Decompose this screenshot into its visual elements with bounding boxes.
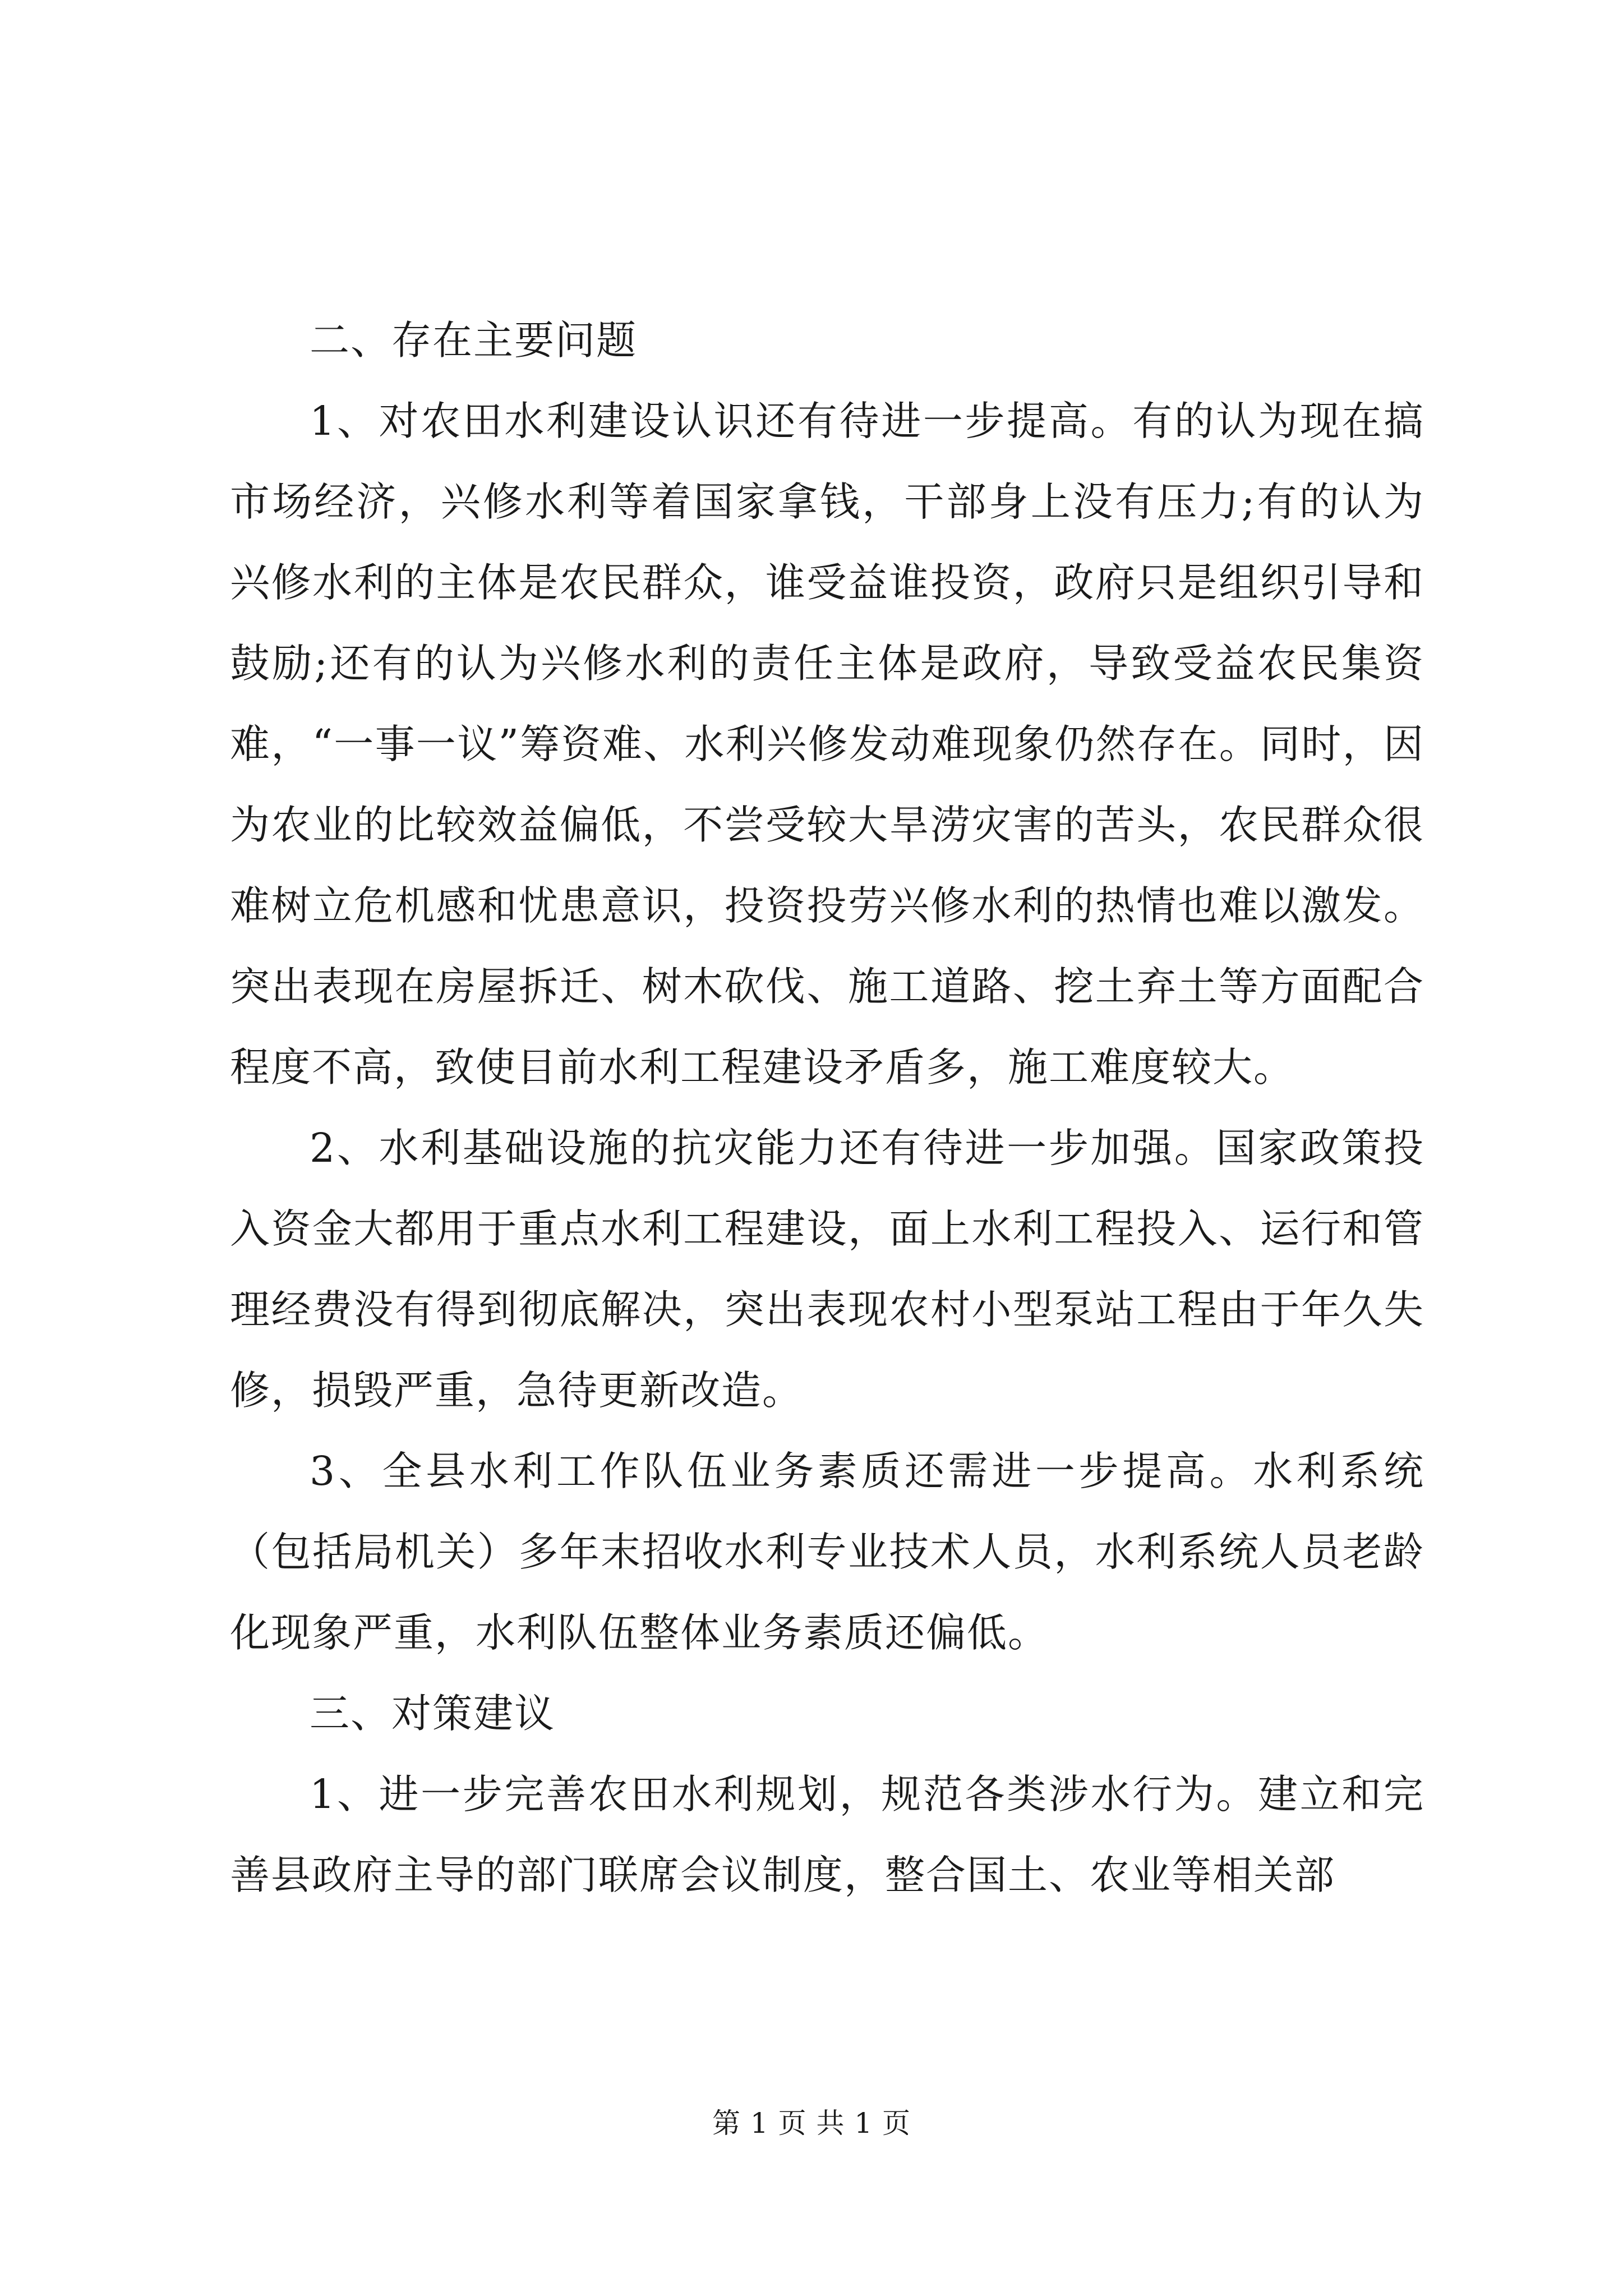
paragraph-problem-2: 2、水利基础设施的抗灾能力还有待进一步加强。国家政策投入资金大都用于重点水利工程建设，面上水利工程投入、运行和管理经费没有得到彻底解决，突出表现农村小型泵站工程由于年久失修，损毁严重，急待更新改造。 <box>230 1125 1424 1414</box>
paragraph-suggestion-1: 1、进一步完善农田水利规划，规范各类涉水行为。建立和完善县政府主导的部门联席会议制度，整合国土、农业等相关部 <box>230 1771 1424 1898</box>
section-heading-problems: 二、存在主要问题 <box>310 317 638 364</box>
page-footer: 第 1 页 共 1 页 <box>712 2107 911 2139</box>
document-body <box>230 300 1424 1916</box>
section-heading-suggestions: 三、对策建议 <box>310 1690 556 1737</box>
paragraph-problem-1: 1、对农田水利建设认识还有待进一步提高。有的认为现在搞市场经济，兴修水利等着国家拿钱，干部身上没有压力;有的认为兴修水利的主体是农民群众，谁受益谁投资，政府只是组织引导和鼓励;还有的认为兴修水利的责任主体是政府，导致受益农民集资难，“一事一议”筹资难、水利兴修发动难现象仍然存在。同时，因为农业的比较效益偏低，不尝受较大旱涝灾害的苦头，农民群众很难树立危机感和忧患意识，投资投劳兴修水利的热情也难以激发。突出表现在房屋拆迁、树木砍伐、施工道路、挖土弃土等方面配合程度不高，致使目前水利工程建设矛盾多，施工难度较大。 <box>230 398 1424 1091</box>
paragraph-problem-3: 3、全县水利工作队伍业务素质还需进一步提高。水利系统（包括局机关）多年末招收水利专业技术人员，水利系统人员老龄化现象严重，水利队伍整体业务素质还偏低。 <box>230 1448 1424 1656</box>
